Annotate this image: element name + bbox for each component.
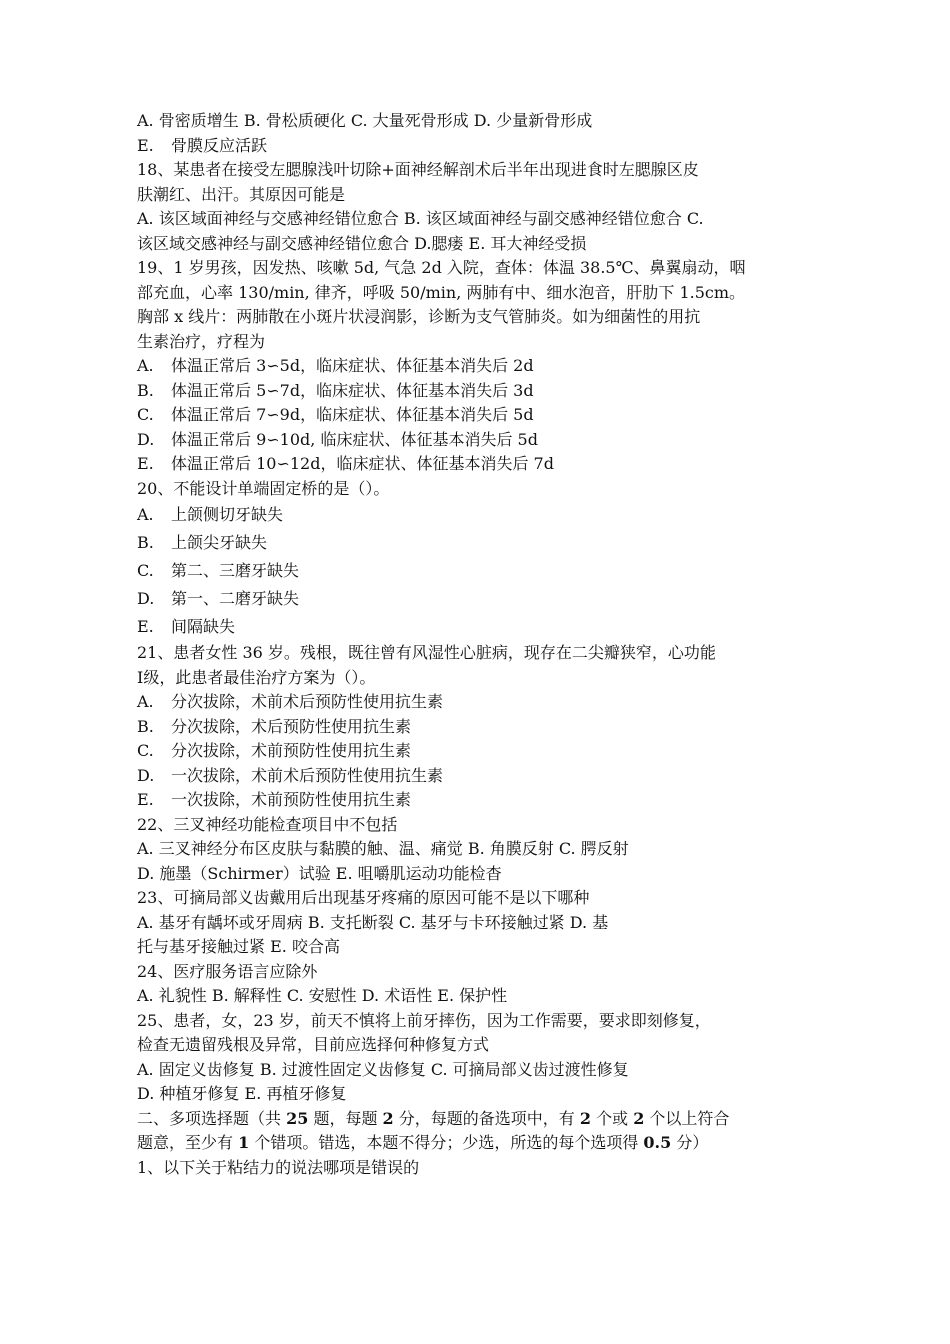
option-label: D. <box>137 589 155 608</box>
option-line <box>137 585 817 613</box>
option-label: D. <box>137 765 155 785</box>
option-line <box>137 739 817 764</box>
option-text: 间隔缺失 <box>171 617 236 636</box>
section-heading-line-1: 二、多项选择题（共 25 题，每题 2 分，每题的备选项中，有 2 个或 2 个以上符合 <box>137 1108 730 1128</box>
option-label: A. <box>137 356 154 375</box>
option-text: 第二、三磨牙缺失 <box>171 561 300 580</box>
option-line <box>137 788 817 813</box>
section-heading-line-2: 题意，至少有 1 个错项。错选，本题不得分；少选，所选的每个选项得 0.5 分） <box>137 1133 709 1152</box>
option-text: 分次拔除，术后预防性使用抗生素 <box>171 716 412 736</box>
question-line: 肤潮红、出汗。其原因可能是 <box>137 184 346 204</box>
option-label: D. <box>137 429 155 449</box>
option-line <box>137 354 817 379</box>
question-line: D. 施墨（Schirmer）试验 E. 咀嚼肌运动功能检杳 <box>137 863 502 883</box>
option-label: A. <box>137 692 154 711</box>
option-text: 上颌尖牙缺失 <box>171 533 268 552</box>
option-line <box>137 690 817 715</box>
question-line: 25、患者，女，23 岁，前天不慎将上前牙摔伤，因为工作需要，要求即刻修复， <box>137 1010 711 1030</box>
option-text: 体温正常后 9∽10d, 临床症状、体征基本消失后 5d <box>171 429 538 449</box>
question-line: 19、1 岁男孩，因发热、咳嗽 5d, 气急 2d 入院，查体：体温 38.5℃、鼻翼扇动，咽 <box>137 258 746 277</box>
question-lines <box>137 109 817 1107</box>
question-line: 生素治疗，疗程为 <box>137 331 266 351</box>
option-label: E. <box>137 617 154 636</box>
option-line <box>137 134 817 159</box>
option-text: 体温正常后 5∽7d，临床症状、体征基本消失后 3d <box>171 380 534 400</box>
option-label: E. <box>137 454 154 473</box>
option-label: B. <box>137 716 154 736</box>
option-line <box>137 613 817 641</box>
option-label: A. <box>137 505 154 524</box>
option-label: C. <box>137 405 154 424</box>
option-line <box>137 428 817 453</box>
option-line <box>137 501 817 529</box>
option-line <box>137 403 817 428</box>
question-line: D. 种植牙修复 E. 再植牙修复 <box>137 1084 347 1103</box>
option-line <box>137 715 817 740</box>
question-line: 1、以下关于粘结力的说法哪项是错误的 <box>137 1157 420 1177</box>
option-line <box>137 529 817 557</box>
option-label: C. <box>137 741 154 760</box>
question-line: A. 基牙有龋坏或牙周病 B. 支托断裂 C. 基牙与卡环接触过紧 D. 基 <box>137 912 609 932</box>
question-line: A. 骨密质增生 B. 骨松质硬化 C. 大量死骨形成 D. 少量新骨形成 <box>137 111 593 130</box>
question-line: A. 礼貌性 B. 解释性 C. 安慰性 D. 术语性 E. 保护性 <box>137 986 508 1005</box>
option-text: 上颌侧切牙缺失 <box>171 505 284 524</box>
question-line: A. 三叉神经分布区皮肤与黏膜的触、温、痛觉 B. 角膜反射 C. 腭反射 <box>137 839 629 858</box>
question-line: 22、三叉神经功能检查项目中不包括 <box>137 814 398 834</box>
option-line <box>137 452 817 477</box>
option-line <box>137 764 817 789</box>
option-text: 第一、二磨牙缺失 <box>171 589 300 608</box>
option-text: 体温正常后 10∽12d，临床症状、体征基本消失后 7d <box>171 454 554 473</box>
question-line: A. 固定义齿修复 B. 过渡性固定义齿修复 C. 可摘局部义齿过渡性修复 <box>137 1059 629 1079</box>
question-line: 托与基牙接触过紧 E. 咬合高 <box>137 937 340 956</box>
option-label: C. <box>137 561 154 580</box>
option-text: 体温正常后 3∽5d，临床症状、体征基本消失后 2d <box>171 356 534 375</box>
question-line: 该区域交感神经与副交感神经错位愈合 D.腮瘘 E. 耳大神经受损 <box>137 233 587 253</box>
option-label: E. <box>137 135 154 155</box>
question-line: 18、某患者在接受左腮腺浅叶切除+面神经解剖术后半年出现进食时左腮腺区皮 <box>137 160 699 179</box>
option-text: 分次拔除，术前预防性使用抗生素 <box>171 741 412 760</box>
question-line: 部充血，心率 130/min, 律齐，呼吸 50/min, 两肺有中、细水泡音，肝肋下 1.5cm。 <box>137 282 746 302</box>
option-label: B. <box>137 380 154 400</box>
question-line: 检查无遗留残根及异常，目前应选择何种修复方式 <box>137 1035 490 1054</box>
option-line <box>137 557 817 585</box>
question-line: A. 该区域面神经与交感神经错位愈合 B. 该区域面神经与副交感神经错位愈合 C. <box>137 209 704 228</box>
option-text: 体温正常后 7∽9d，临床症状、体征基本消失后 5d <box>171 405 534 424</box>
question-line: Ⅰ级，此患者最佳治疗方案为（）。 <box>137 667 376 687</box>
option-line <box>137 379 817 404</box>
document-page <box>137 109 817 1180</box>
option-text: 骨膜反应活跃 <box>171 135 268 155</box>
option-label: B. <box>137 533 154 552</box>
question-line: 胸部 x 线片：两肺散在小斑片状浸润影，诊断为支气管肺炎。如为细菌性的用抗 <box>137 307 701 326</box>
question-line: 24、医疗服务语言应除外 <box>137 961 318 981</box>
question-line: 23、可摘局部义齿戴用后出现基牙疼痛的原因可能不是以下哪种 <box>137 888 590 907</box>
option-label: E. <box>137 790 154 809</box>
option-text: 一次拔除，术前预防性使用抗生素 <box>171 790 412 809</box>
option-text: 一次拔除，术前术后预防性使用抗生素 <box>171 765 444 785</box>
option-text: 分次拔除，术前术后预防性使用抗生素 <box>171 692 444 711</box>
question-line: 21、患者女性 36 岁。残根，既往曾有风湿性心脏病，现存在二尖瓣狭窄，心功能 <box>137 643 716 662</box>
question-line: 20、不能设计单端固定桥的是（）。 <box>137 478 390 498</box>
